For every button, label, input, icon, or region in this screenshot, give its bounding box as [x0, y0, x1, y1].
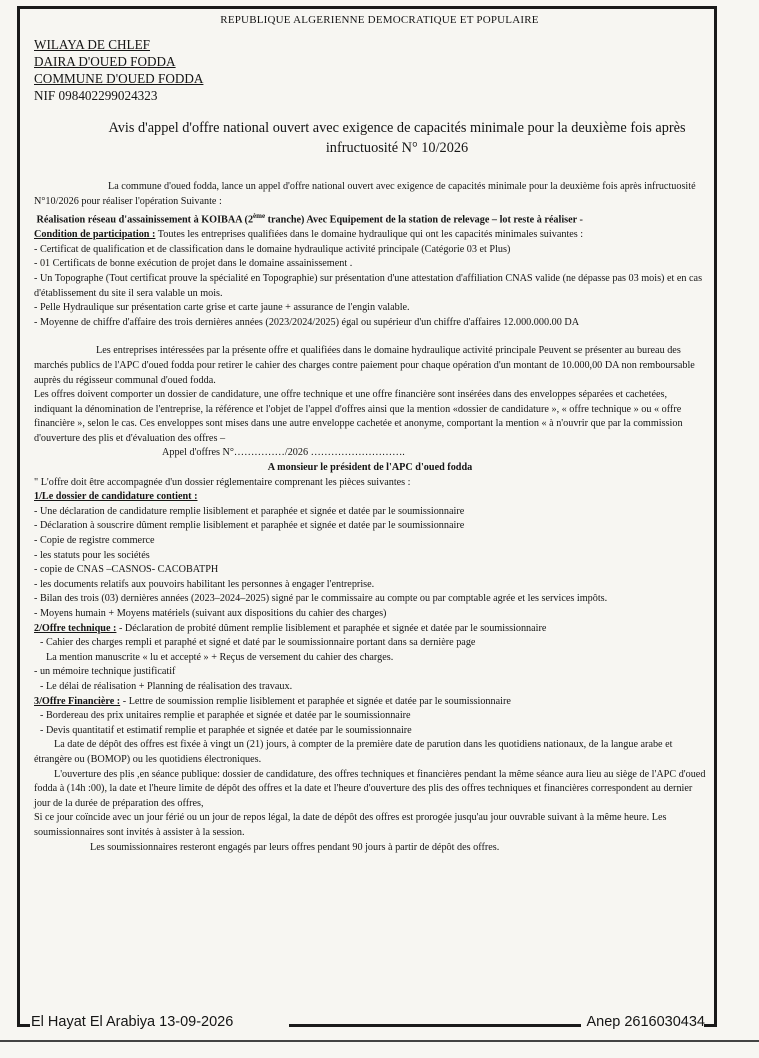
- condition-item: - 01 Certificats de bonne exécution de projet dans le domaine assainissement .: [34, 258, 353, 270]
- engagement-paragraph: Les soumissionnaires resteront engagés par leurs offres pendant 90 jours à partir de dépôt des offres.: [90, 841, 500, 853]
- dossier-item: - les statuts pour les sociétés: [34, 549, 150, 561]
- enveloppes-paragraph: Les offres doivent comporter un dossier de candidature, une offre technique et une offre financière sont insérées dans des enveloppes séparées et cachetées, indiquant la dénomination de l'entreprise, la référence et l'objet de l'appel d'offres ainsi que la mention «dossier de candidature », « offre technique » ou « offre financière », selon le cas. Ces enveloppes sont mises dans une autre enveloppe cachetée et anonyme, comportant la mention « à n'ouvrir que par la commission d'ouverture des plis et d'évaluation des offres –: [34, 389, 683, 444]
- footer-rule: [289, 1024, 581, 1027]
- operation-superscript: ème: [253, 212, 266, 221]
- footer-bar: [17, 1011, 717, 1039]
- destinataire-line: A monsieur le président de l'APC d'oued fodda: [267, 462, 473, 474]
- notice-body: [34, 180, 706, 855]
- offre-technique-item: - Cahier des charges rempli et paraphé et signé et daté par le soumissionnaire portant dans sa dernière page: [40, 637, 476, 649]
- administration-block: [34, 36, 203, 104]
- commune: COMMUNE D'OUED FODDA: [34, 71, 204, 86]
- dossier-item: - Une déclaration de candidature remplie lisiblement et paraphée et signée et datée par le soumissionnaire: [34, 505, 465, 517]
- dossier-candidature-label: 1/Le dossier de candidature contient :: [34, 491, 198, 503]
- notice-title: [92, 118, 702, 158]
- dossier-item: - Déclaration à souscrire dûment remplie lisiblement et paraphée et signée et datée par le soumissionnaire: [34, 520, 465, 532]
- dossier-item: - les documents relatifs aux pouvoirs habilitant les personnes à engager l'entreprise.: [34, 578, 375, 590]
- retrait-paragraph: Les entreprises intéressées par la présente offre et qualifiées dans le domaine hydraulique activité principale Peuvent se présenter au bureau des marchés publics de l'APC d'oued fodda pour retirer le cahier des charges contre paiement pour chaque opération d'un montant de 10.000,00 DA non remboursable auprès du régisseur communal d'oued fodda.: [34, 345, 695, 386]
- jour-ferie-paragraph: Si ce jour coïncide avec un jour férié ou un jour de repos légal, la date de dépôt des offres est prorogée jusqu'au jour ouvrable suivant à la même heure. Les soumissionnaires sont invités à assister à la session.: [34, 812, 667, 838]
- operation-line: [34, 209, 706, 228]
- appel-offres-line: Appel d'offres N°……………/2026 ……………………….: [162, 447, 405, 459]
- title-line-2: infructuosité N° 10/2026: [325, 140, 469, 156]
- condition-item: - Un Topographe (Tout certificat prouve la spécialité en Topographie) sur présentation d'une attestation d'affiliation CNAS valide (ne dépasse pas 03 mois) et en cas d'établissement du site il sera valable un mois.: [34, 272, 703, 299]
- intro-paragraph: La commune d'oued fodda, lance un appel d'offre national ouvert avec exigence de capacités minimale pour la deuxième fois après infructuosité N°10/2026 pour réaliser l'opération Suivante :: [34, 181, 696, 207]
- offre-technique-line: [34, 622, 706, 637]
- anep-reference: Anep 2616030434: [586, 1014, 705, 1030]
- dossier-item: - Copie de registre commerce: [34, 535, 155, 547]
- offre-technique-item: - Le délai de réalisation + Planning de réalisation des travaux.: [40, 680, 293, 692]
- daira: DAIRA D'OUED FODDA: [34, 54, 176, 69]
- title-line-1: Avis d'appel d'offre national ouvert avec exigence de capacités minimale pour la deuxième fois après: [108, 120, 686, 136]
- condition-item: - Moyenne de chiffre d'affaire des trois dernières années (2023/2024/2025) égal ou supérieur d'un chiffre d'affaires 12.000.000.00 DA: [34, 316, 580, 328]
- dossier-item: - Moyens humain + Moyens matériels (suivant aux dispositions du cahier des charges): [34, 608, 387, 620]
- condition-item: - Pelle Hydraulique sur présentation carte grise et carte jaune + assurance de l'engin valable.: [34, 302, 410, 314]
- accompagnee-line: " L'offre doit être accompagnée d'un dossier réglementaire comprenant les pièces suivantes :: [34, 476, 411, 488]
- offre-financiere-item: - Bordereau des prix unitaires remplie et paraphée et signée et datée par le soumissionnaire: [40, 710, 411, 722]
- condition-item: - Certificat de qualification et de classification dans le domaine hydraulique activité principale (Catégorie 03 et Plus): [34, 243, 511, 255]
- page-bottom-rule: [0, 1040, 759, 1042]
- publication-source: El Hayat El Arabiya 13-09-2026: [31, 1014, 234, 1030]
- delai-paragraph: La date de dépôt des offres est fixée à vingt un (21) jours, à compter de la première date de parution dans les quotidiens nationaux, de la langue arabe et étrangère ou (BOMOP) ou les quotidiens électroniques.: [34, 739, 673, 765]
- offre-financiere-item: - Devis quantitatif et estimatif remplie et paraphée et signée et datée par le soumissionnaire: [40, 724, 412, 736]
- ouverture-paragraph: L'ouverture des plis ,en séance publique: dossier de candidature, des offres techniques et financières pendant la même séance aura lieu au siège de l'APC d'oued fodda à (14h :00), la date et l'heure limite de dépôt des offres et la date et l'heure d'ouverture des plis des offres techniques et financières correspondent au dernier jour de la durée de préparation des offres,: [34, 768, 706, 809]
- offre-technique-item: - un mémoire technique justificatif: [34, 666, 176, 678]
- republic-header: REPUBLIQUE ALGERIENNE DEMOCRATIQUE ET POPULAIRE: [220, 14, 539, 26]
- offre-financiere-label: 3/Offre Financière :: [34, 695, 121, 707]
- conditions-text: Toutes les entreprises qualifiées dans le domaine hydraulique qui ont les capacités minimales suivantes :: [155, 229, 584, 241]
- wilaya: WILAYA DE CHLEF: [34, 37, 150, 52]
- operation-text: Réalisation réseau d'assainissement à KOIBAA (2: [36, 214, 254, 226]
- offre-financiere-line: [34, 695, 706, 710]
- conditions-label: Condition de participation :: [34, 229, 156, 241]
- dossier-item: - Bilan des trois (03) dernières années (2023–2024–2025) signé par le commissaire au compte ou par comptable agrée et les services impôts.: [34, 593, 608, 605]
- offre-financiere-first: - Lettre de soumission remplie lisiblement et paraphée et signée et datée par le soumissionnaire: [120, 695, 511, 707]
- conditions-paragraph: [34, 228, 706, 243]
- operation-text-end: tranche) Avec Equipement de la station de relevage – lot reste à réaliser -: [265, 214, 583, 226]
- nif: NIF 098402299024323: [34, 88, 158, 103]
- dossier-item: - copie de CNAS –CASNOS- CACOBATPH: [34, 564, 219, 576]
- offre-technique-label: 2/Offre technique :: [34, 622, 117, 634]
- offre-technique-first: - Déclaration de probité dûment remplie lisiblement et paraphée et signée et datée par le soumissionnaire: [116, 622, 547, 634]
- offre-technique-item: La mention manuscrite « lu et accepté » + Reçus de versement du cahier des charges.: [46, 651, 394, 663]
